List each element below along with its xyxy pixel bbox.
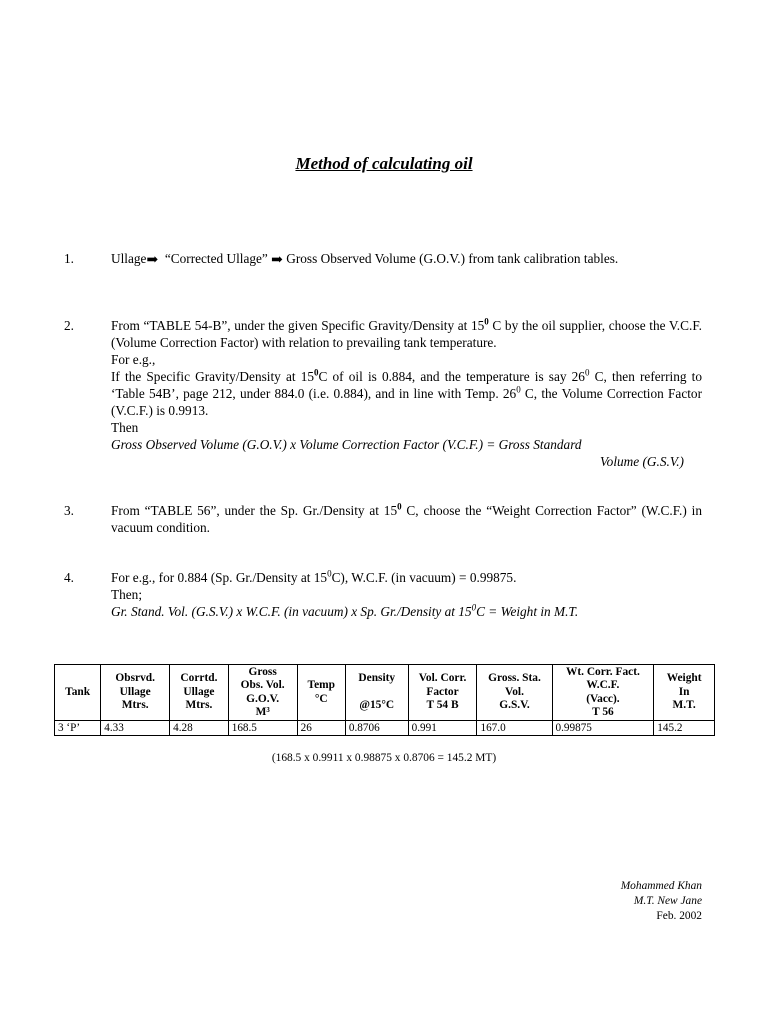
header-line: Obs. Vol. xyxy=(240,679,285,691)
header-line: Gross xyxy=(248,665,277,678)
table-cell: 4.28 xyxy=(170,721,229,736)
table-header-cell xyxy=(170,665,229,721)
header-line: T 54 B xyxy=(426,699,459,712)
table-cell: 145.2 xyxy=(654,721,715,736)
step-1 xyxy=(64,250,702,269)
header-line: Vol. Corr. xyxy=(418,672,467,685)
table-header-cell xyxy=(228,665,297,721)
step-number: 1. xyxy=(64,251,74,266)
step-4 xyxy=(64,569,702,620)
step-4-paragraph: For e.g., for 0.884 (Sp. Gr./Density at $15^0C$), W.C.F. (in vacuum) = 0.99875. xyxy=(111,568,517,585)
header-line: Obsrvd. xyxy=(115,672,155,685)
step-3-paragraph: From “TABLE 56”, under the Sp. Gr./Density at $15^0$ C, choose the “Weight Correction Factor” (W.C.F.) in vacuum condition. xyxy=(111,501,702,535)
header-line: Mtrs. xyxy=(121,699,149,712)
header-line: @15°C xyxy=(359,699,395,712)
author-role: M.T. New Jane xyxy=(633,895,702,907)
table-cell: 167.0 xyxy=(477,721,552,736)
weight-formula: Gr. Stand. Vol. (G.S.V.) x W.C.F. (in vacuum) x Sp. Gr./Density at $15^0C$ = Weight in M.T. xyxy=(111,602,579,619)
table-header-cell xyxy=(552,665,654,721)
table-cell: 0.8706 xyxy=(345,721,408,736)
header-line: Ullage xyxy=(119,685,151,698)
table-cell: 26 xyxy=(297,721,345,736)
author-name: Mohammed Khan xyxy=(620,880,702,892)
table-cell: 168.5 xyxy=(228,721,297,736)
document-date: Feb. 2002 xyxy=(656,910,702,922)
table-header-cell xyxy=(55,665,101,721)
table-header-cell xyxy=(297,665,345,721)
calculation-summary: (168.5 x 0.9911 x 0.98875 x 0.8706 = 145.2 MT) xyxy=(271,752,497,764)
header-line: Factor xyxy=(426,685,459,698)
then-label: Then; xyxy=(111,587,143,602)
table-header-row xyxy=(55,665,715,721)
page-title: Method of calculating oil xyxy=(295,154,473,173)
table-cell: 0.99875 xyxy=(552,721,654,736)
step-2 xyxy=(64,317,702,470)
header-line: G.S.V. xyxy=(499,699,530,712)
header-line: Mtrs. xyxy=(185,699,213,712)
then-label: Then xyxy=(111,420,139,435)
step-3 xyxy=(64,502,702,536)
header-line: M.T. xyxy=(672,699,696,712)
table-header-cell xyxy=(408,665,477,721)
right-arrow-icon: ➡ xyxy=(146,253,159,268)
signature-block xyxy=(621,879,702,924)
header-line: G.O.V. xyxy=(246,692,280,705)
step-number: 4. xyxy=(64,570,74,585)
table-row xyxy=(55,721,715,736)
step-2-paragraph: From “TABLE 54-B”, under the given Specific Gravity/Density at $15^0$ C by the oil supplier, choose the V.C.F. (Volume Correction Factor) with relation to prevailing tank temperature. xyxy=(111,316,702,350)
example-label: For e.g., xyxy=(111,352,156,367)
header-line: °C xyxy=(314,692,328,705)
gsv-formula-cont: Volume (G.S.V.) xyxy=(600,454,684,469)
table-header-cell xyxy=(654,665,715,721)
example-paragraph: If the Specific Gravity/Density at $15^0C$ of oil is 0.884, and the temperature is say $26^0$ C, then referring to ‘Table 54B’, page 212, under 884.0 (i.e. 0.884), and in line with Temp. $26^0$ C, the Volume Correction Factor (V.C.F.) is 0.9913. xyxy=(111,367,702,418)
right-arrow-icon: ➡ xyxy=(271,253,283,268)
header-line: Ullage xyxy=(183,685,215,698)
header-line: Density xyxy=(358,672,396,685)
step-number: 2. xyxy=(64,318,74,333)
header-line: Weight xyxy=(666,672,702,685)
header-line xyxy=(347,686,407,700)
table-header-cell xyxy=(477,665,552,721)
gsv-formula: Gross Observed Volume (G.O.V.) x Volume Correction Factor (V.C.F.) = Gross Standard xyxy=(111,437,582,452)
header-line: T 56 xyxy=(592,706,614,718)
header-line: M³ xyxy=(255,706,270,718)
table-cell: 0.991 xyxy=(408,721,477,736)
header-line: In xyxy=(678,685,690,698)
calculation-table xyxy=(54,664,715,736)
header-line: Wt. Corr. Fact. xyxy=(565,665,640,678)
header-line: W.C.F. xyxy=(586,679,620,691)
header-line: Gross. Sta. xyxy=(488,672,541,685)
table-cell: 3 ‘P’ xyxy=(55,721,101,736)
header-line: (Vacc). xyxy=(586,692,620,705)
step-number: 3. xyxy=(64,503,74,518)
header-line: Corrtd. xyxy=(180,672,218,685)
table-header-cell xyxy=(101,665,170,721)
ullage-text: Ullage xyxy=(111,251,147,266)
gov-text: Gross Observed Volume (G.O.V.) from tank calibration tables. xyxy=(286,251,619,266)
corrected-ullage-text: “Corrected Ullage” xyxy=(164,251,268,266)
header-line: Temp xyxy=(307,679,335,691)
header-line: Tank xyxy=(65,685,91,698)
header-line: Vol. xyxy=(505,685,524,698)
table-cell: 4.33 xyxy=(101,721,170,736)
table-header-cell xyxy=(345,665,408,721)
